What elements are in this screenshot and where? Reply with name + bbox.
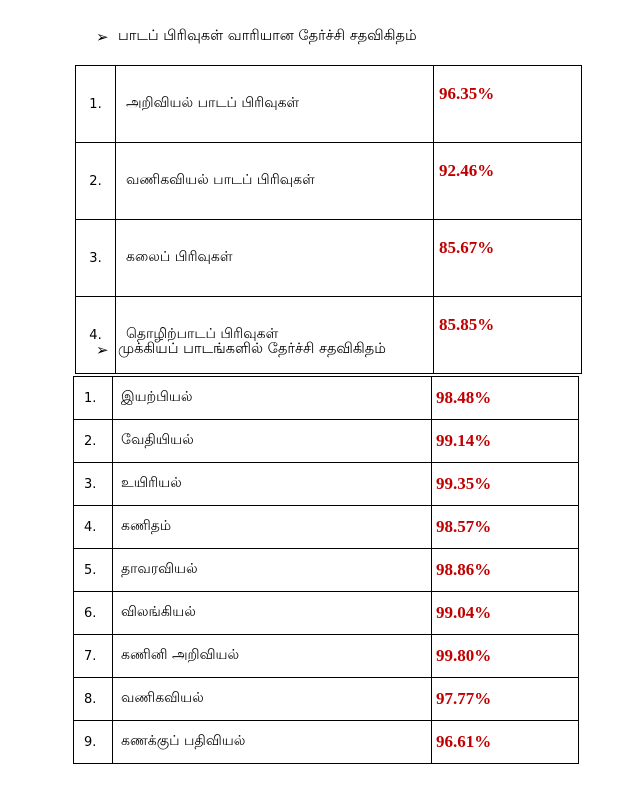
subject-name: கணிதம் <box>113 506 432 549</box>
table-row <box>76 297 582 374</box>
table-row <box>74 635 579 678</box>
subjects-table-body <box>74 377 579 764</box>
row-number: 4. <box>74 506 113 549</box>
subjects-pass-table <box>73 376 579 764</box>
subject-name: வணிகவியல் <box>113 678 432 721</box>
table-row <box>74 377 579 420</box>
row-number: 4. <box>76 297 116 374</box>
pass-percentage: 85.85% <box>434 297 582 374</box>
row-number: 3. <box>74 463 113 506</box>
streams-pass-table <box>75 65 582 374</box>
table-row <box>74 549 579 592</box>
row-number: 2. <box>74 420 113 463</box>
pass-percentage: 99.14% <box>432 420 579 463</box>
pass-percentage: 98.48% <box>432 377 579 420</box>
streams-table-body <box>76 66 582 374</box>
subject-name: விலங்கியல் <box>113 592 432 635</box>
pass-percentage: 99.04% <box>432 592 579 635</box>
subject-name: உயிரியல் <box>113 463 432 506</box>
row-number: 7. <box>74 635 113 678</box>
pass-percentage: 99.35% <box>432 463 579 506</box>
table-row <box>74 463 579 506</box>
row-number: 5. <box>74 549 113 592</box>
subject-name: தாவரவியல் <box>113 549 432 592</box>
arrowhead-bullet-icon: ➢ <box>96 28 109 46</box>
row-number: 8. <box>74 678 113 721</box>
heading-text: பாடப் பிரிவுகள் வாரியான தேர்ச்சி சதவிகிதம் <box>118 28 417 44</box>
row-number: 9. <box>74 721 113 764</box>
row-number: 1. <box>76 66 116 143</box>
row-number: 2. <box>76 143 116 220</box>
table-row <box>74 592 579 635</box>
table-row <box>74 721 579 764</box>
subject-name: தொழிற்பாடப் பிரிவுகள் <box>116 297 434 374</box>
subject-name: கலைப் பிரிவுகள் <box>116 220 434 297</box>
arrowhead-bullet-icon: ➢ <box>96 341 109 359</box>
pass-percentage: 97.77% <box>432 678 579 721</box>
subject-name: கணினி அறிவியல் <box>113 635 432 678</box>
row-number: 3. <box>76 220 116 297</box>
table-row <box>74 506 579 549</box>
table-row <box>74 678 579 721</box>
pass-percentage: 98.86% <box>432 549 579 592</box>
subject-name: அறிவியல் பாடப் பிரிவுகள் <box>116 66 434 143</box>
subject-name: கணக்குப் பதிவியல் <box>113 721 432 764</box>
pass-percentage: 85.67% <box>434 220 582 297</box>
pass-percentage: 98.57% <box>432 506 579 549</box>
pass-percentage: 96.35% <box>434 66 582 143</box>
pass-percentage: 92.46% <box>434 143 582 220</box>
table-row <box>76 143 582 220</box>
row-number: 1. <box>74 377 113 420</box>
table-row <box>74 420 579 463</box>
table-row <box>76 66 582 143</box>
table-row <box>76 220 582 297</box>
subject-name: வேதியியல் <box>113 420 432 463</box>
heading-text: முக்கியப் பாடங்களில் தேர்ச்சி சதவிகிதம் <box>118 341 386 357</box>
pass-percentage: 99.80% <box>432 635 579 678</box>
pass-percentage: 96.61% <box>432 721 579 764</box>
row-number: 6. <box>74 592 113 635</box>
subject-name: வணிகவியல் பாடப் பிரிவுகள் <box>116 143 434 220</box>
subject-name: இயற்பியல் <box>113 377 432 420</box>
